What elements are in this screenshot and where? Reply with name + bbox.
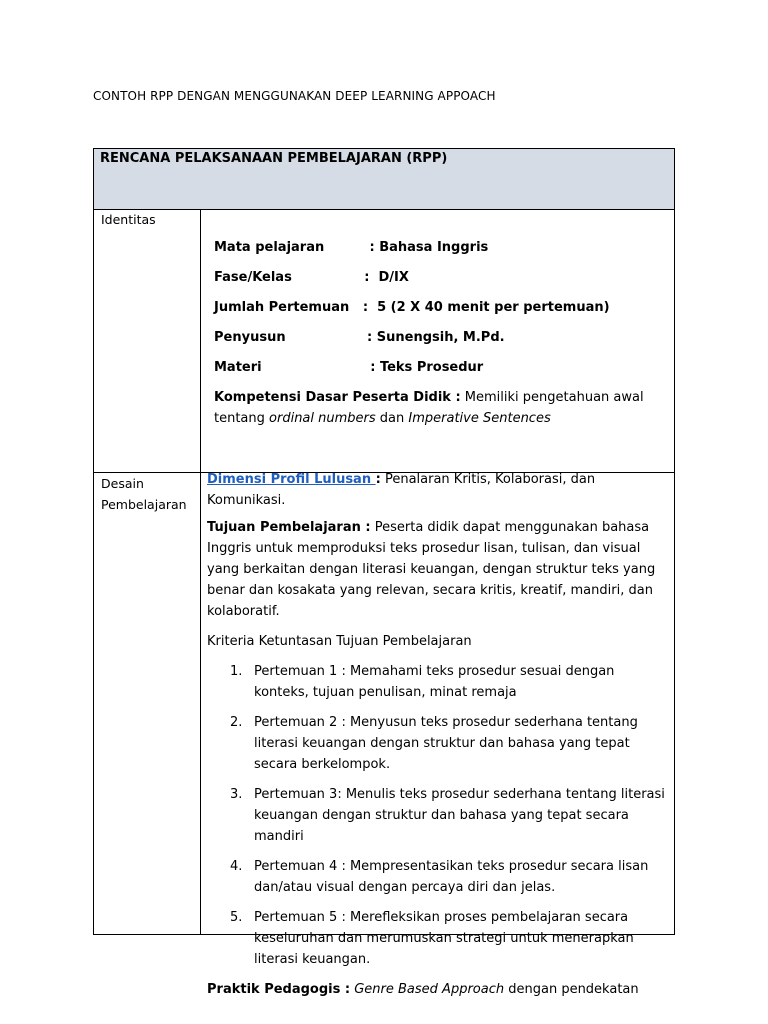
table-title: RENCANA PELAKSANAAN PEMBELAJARAN (RPP) <box>100 151 448 166</box>
praktik-text: dengan pendekatan <box>504 982 639 997</box>
praktik-pedagogis <box>207 979 671 1000</box>
list-text: Pertemuan 4 : Mempresentasikan teks prosedur secara lisan dan/atau visual dengan percaya diri dan jelas. <box>254 859 649 895</box>
list-number: 2. <box>230 715 243 730</box>
identitas-label: Identitas <box>101 212 156 227</box>
desain-label: Desain Pembelajaran <box>101 476 187 512</box>
list-number: 1. <box>230 664 243 679</box>
list-item <box>207 784 671 847</box>
praktik-label: Praktik Pedagogis : <box>207 982 351 997</box>
list-item <box>207 712 671 775</box>
list-text: Pertemuan 1 : Memahami teks prosedur sesuai dengan konteks, tujuan penulisan, minat remaja <box>254 664 615 700</box>
kompetensi-imperative-sentences: Imperative Sentences <box>408 411 551 426</box>
tujuan-text: Peserta didik dapat menggunakan bahasa Inggris untuk memproduksi teks prosedur lisan, tulisan, dan visual yang berkaitan dengan literasi keuangan, dengan struktur teks yang benar dan kosakata yang relevan, secara kritis, kreatif, mandiri, dan kolaboratif. <box>207 520 656 619</box>
desain-content <box>207 469 671 1000</box>
field-fase-kelas: Fase/Kelas : D/IX <box>214 270 409 285</box>
dimensi-profil-lulusan <box>207 469 671 511</box>
kriteria-list <box>207 661 671 970</box>
kompetensi-label: Kompetensi Dasar Peserta Didik : <box>214 390 461 405</box>
praktik-genre-based: Genre Based Approach <box>350 982 505 997</box>
dimensi-profil-link[interactable]: Dimensi Profil Lulusan <box>207 472 376 487</box>
kriteria-title: Kriteria Ketuntasan Tujuan Pembelajaran <box>207 634 472 649</box>
field-materi: Materi : Teks Prosedur <box>214 360 484 375</box>
dimensi-text: Penalaran Kritis, Kolaborasi, dan Komunikasi. <box>207 472 596 508</box>
list-text: Pertemuan 3: Menulis teks prosedur sederhana tentang literasi keuangan dengan struktur dan bahasa yang tepat secara mandiri <box>254 787 665 844</box>
document-heading: CONTOH RPP DENGAN MENGGUNAKAN DEEP LEARNING APPOACH <box>93 89 496 103</box>
field-mata-pelajaran: Mata pelajaran : Bahasa Inggris <box>214 240 489 255</box>
kompetensi-ordinal-numbers: ordinal numbers <box>269 411 376 426</box>
rpp-table <box>93 148 675 997</box>
list-text: Pertemuan 2 : Menyusun teks prosedur sederhana tentang literasi keuangan dengan struktur dan bahasa yang tepat secara berkelompok. <box>254 715 638 772</box>
kompetensi-dasar <box>214 387 654 429</box>
dimensi-colon: : <box>375 472 381 487</box>
list-text: Pertemuan 5 : Merefleksikan proses pembelajaran secara keseluruhan dan merumuskan strategi untuk menerapkan literasi keuangan. <box>254 910 634 967</box>
tujuan-label: Tujuan Pembelajaran : <box>207 520 371 535</box>
field-penyusun: Penyusun : Sunengsih, M.Pd. <box>214 330 505 345</box>
list-number: 5. <box>230 910 243 925</box>
table-title-row <box>94 149 674 210</box>
list-number: 3. <box>230 787 243 802</box>
kompetensi-text-1: Memiliki pengetahuan awal tentang <box>214 390 644 426</box>
list-item <box>207 856 671 898</box>
list-number: 4. <box>230 859 243 874</box>
kompetensi-text-2: dan <box>375 411 409 426</box>
column-divider <box>200 209 201 934</box>
field-jumlah-pertemuan: Jumlah Pertemuan : 5 (2 X 40 menit per pertemuan) <box>214 300 610 315</box>
tujuan-pembelajaran <box>207 517 671 622</box>
list-item <box>207 661 671 703</box>
list-item <box>207 907 671 970</box>
